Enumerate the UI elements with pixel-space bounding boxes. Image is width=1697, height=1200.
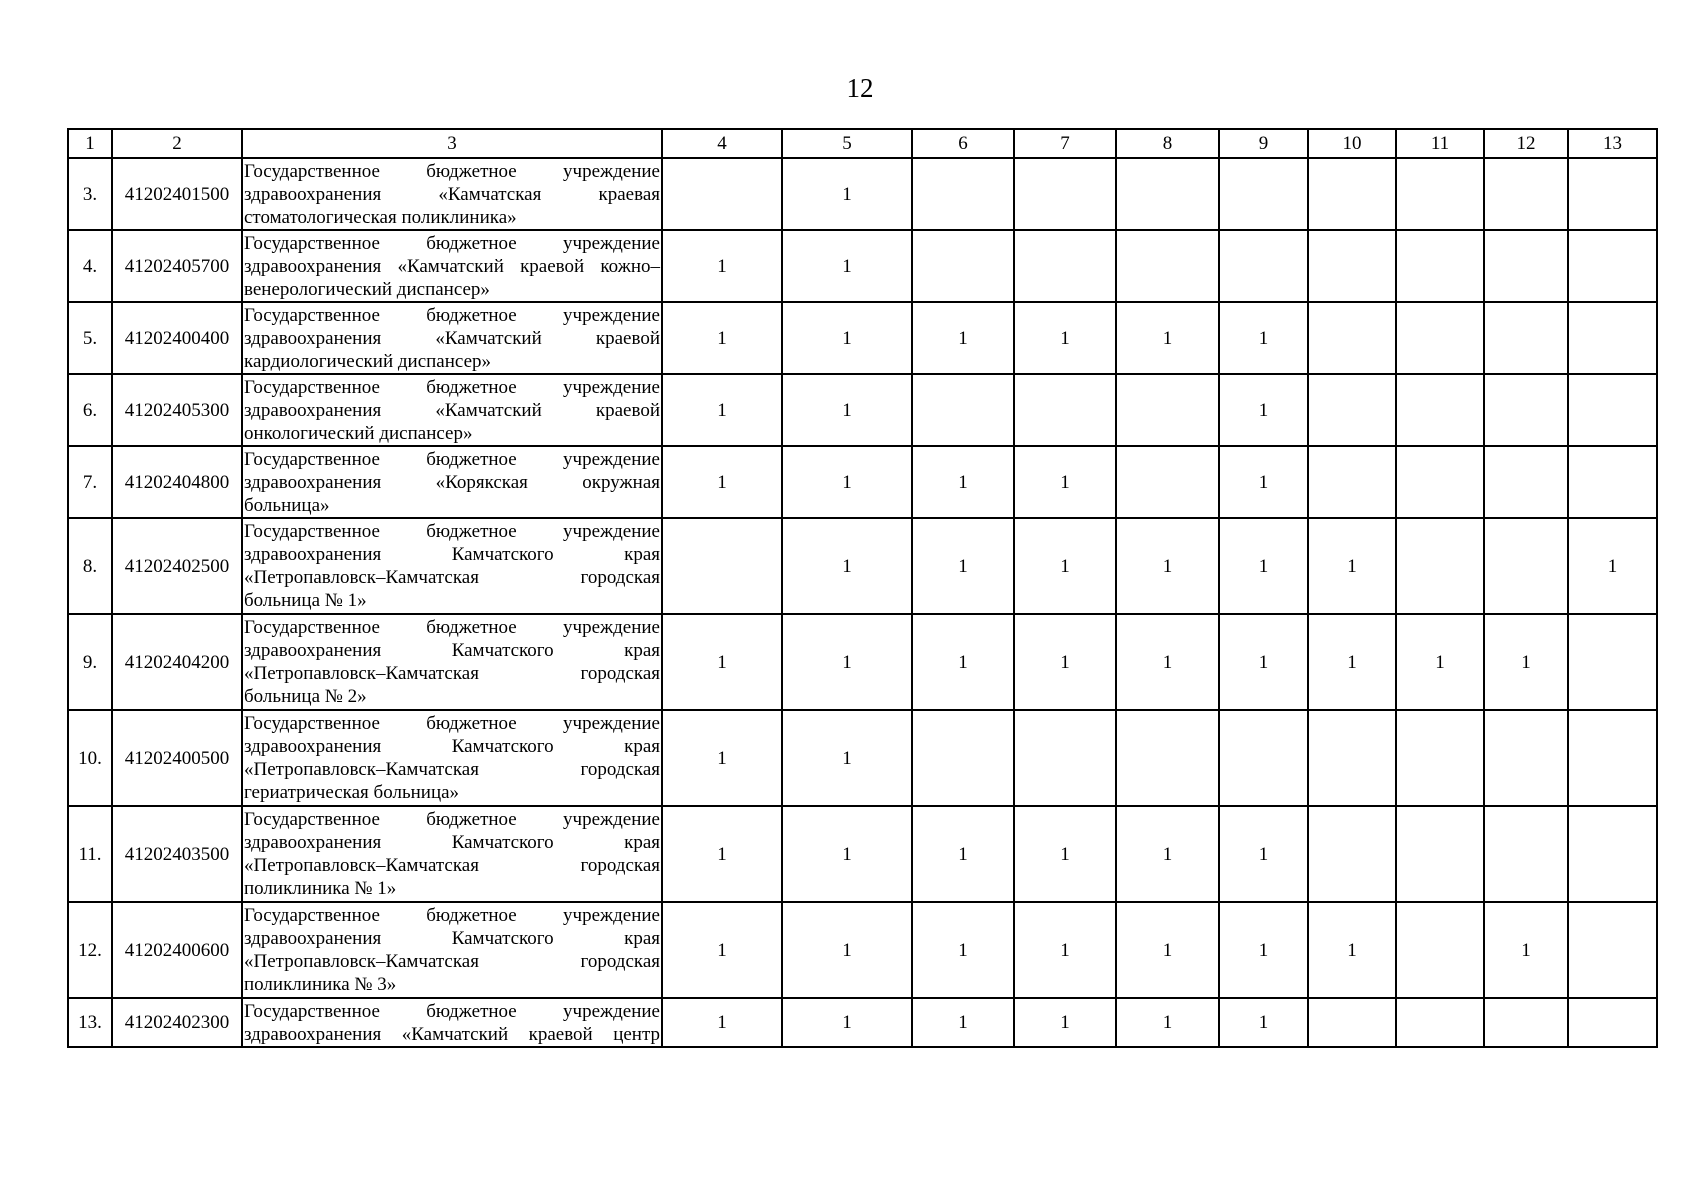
institution-name-line: Государственное бюджетное учреждение — [244, 905, 660, 926]
institution-name-line: больница № 2» — [244, 686, 367, 707]
institution-name-line: Государственное бюджетное учреждение — [244, 521, 660, 542]
row-number: 10. — [68, 710, 112, 806]
value-cell-col-5: 1 — [782, 518, 912, 614]
institution-name — [242, 710, 662, 806]
value-cell-col-9 — [1219, 710, 1308, 806]
institution-name — [242, 158, 662, 230]
value-cell-col-6: 1 — [912, 446, 1014, 518]
value-cell-col-11 — [1396, 806, 1484, 902]
value-cell-col-5: 1 — [782, 230, 912, 302]
institution-name-line: поликлиника № 1» — [244, 878, 397, 899]
value-cell-col-4: 1 — [662, 446, 782, 518]
institution-name-line: «Петропавловск–Камчатская городская — [244, 759, 660, 780]
institution-name-line: здравоохранения «Корякская окружная — [244, 471, 660, 493]
institution-name-line: «Петропавловск–Камчатская городская — [244, 663, 660, 684]
value-cell-col-7: 1 — [1014, 902, 1116, 998]
row-number: 6. — [68, 374, 112, 446]
value-cell-col-6 — [912, 158, 1014, 230]
header-cell-5: 5 — [782, 129, 912, 158]
value-cell-col-5: 1 — [782, 446, 912, 518]
value-cell-col-11 — [1396, 998, 1484, 1047]
institution-code: 41202400600 — [112, 902, 242, 998]
value-cell-col-8: 1 — [1116, 998, 1219, 1047]
institution-name-line: Государственное бюджетное учреждение — [244, 376, 660, 398]
institutions-table — [67, 128, 1658, 1048]
institution-name-line: здравоохранения Камчатского края — [244, 640, 660, 661]
value-cell-col-9: 1 — [1219, 374, 1308, 446]
institution-name-line: здравоохранения «Камчатский краевой кожно– — [244, 255, 660, 277]
value-cell-col-7: 1 — [1014, 302, 1116, 374]
row-number: 7. — [68, 446, 112, 518]
value-cell-col-13: 1 — [1568, 518, 1657, 614]
value-cell-col-11 — [1396, 230, 1484, 302]
value-cell-col-12 — [1484, 518, 1568, 614]
table-row — [68, 302, 1657, 374]
institution-name-line: венерологический диспансер» — [244, 278, 490, 300]
table-body — [68, 129, 1657, 1047]
value-cell-col-9: 1 — [1219, 998, 1308, 1047]
header-cell-12: 12 — [1484, 129, 1568, 158]
institution-code: 41202403500 — [112, 806, 242, 902]
institution-code: 41202405300 — [112, 374, 242, 446]
value-cell-col-8 — [1116, 374, 1219, 446]
value-cell-col-10: 1 — [1308, 614, 1396, 710]
value-cell-col-6 — [912, 374, 1014, 446]
value-cell-col-7: 1 — [1014, 806, 1116, 902]
value-cell-col-11 — [1396, 902, 1484, 998]
value-cell-col-5: 1 — [782, 710, 912, 806]
value-cell-col-10 — [1308, 158, 1396, 230]
value-cell-col-9: 1 — [1219, 614, 1308, 710]
institution-name-line: здравоохранения Камчатского края — [244, 544, 660, 565]
institution-name-line: Государственное бюджетное учреждение — [244, 809, 660, 830]
institution-code: 41202400400 — [112, 302, 242, 374]
value-cell-col-10 — [1308, 806, 1396, 902]
value-cell-col-8: 1 — [1116, 806, 1219, 902]
value-cell-col-6: 1 — [912, 518, 1014, 614]
institution-name — [242, 374, 662, 446]
value-cell-col-8: 1 — [1116, 614, 1219, 710]
value-cell-col-4: 1 — [662, 998, 782, 1047]
value-cell-col-12 — [1484, 230, 1568, 302]
table-row — [68, 518, 1657, 614]
header-cell-1: 1 — [68, 129, 112, 158]
header-cell-8: 8 — [1116, 129, 1219, 158]
value-cell-col-5: 1 — [782, 806, 912, 902]
value-cell-col-12 — [1484, 998, 1568, 1047]
value-cell-col-6: 1 — [912, 998, 1014, 1047]
institution-name-line: онкологический диспансер» — [244, 422, 473, 444]
header-cell-9: 9 — [1219, 129, 1308, 158]
table-row — [68, 614, 1657, 710]
institution-name — [242, 998, 662, 1047]
value-cell-col-9: 1 — [1219, 806, 1308, 902]
value-cell-col-7: 1 — [1014, 998, 1116, 1047]
value-cell-col-8 — [1116, 230, 1219, 302]
value-cell-col-7 — [1014, 710, 1116, 806]
institution-name-line: здравоохранения «Камчатский краевой — [244, 327, 660, 349]
value-cell-col-4 — [662, 158, 782, 230]
value-cell-col-5: 1 — [782, 902, 912, 998]
value-cell-col-13 — [1568, 902, 1657, 998]
institution-name-line: кардиологический диспансер» — [244, 350, 491, 372]
institution-name-line: поликлиника № 3» — [244, 974, 397, 995]
institution-name-line: больница» — [244, 494, 330, 516]
value-cell-col-10 — [1308, 710, 1396, 806]
institution-name-line: здравоохранения Камчатского края — [244, 928, 660, 949]
institution-name-line: стоматологическая поликлиника» — [244, 206, 517, 228]
value-cell-col-11 — [1396, 518, 1484, 614]
row-number: 11. — [68, 806, 112, 902]
institution-name-line: здравоохранения «Камчатский краевой — [244, 399, 660, 421]
institution-code: 41202401500 — [112, 158, 242, 230]
institution-code: 41202404800 — [112, 446, 242, 518]
value-cell-col-5: 1 — [782, 614, 912, 710]
value-cell-col-10: 1 — [1308, 518, 1396, 614]
row-number: 13. — [68, 998, 112, 1047]
value-cell-col-6 — [912, 710, 1014, 806]
value-cell-col-12 — [1484, 302, 1568, 374]
institution-name-line: Государственное бюджетное учреждение — [244, 1000, 660, 1022]
value-cell-col-6: 1 — [912, 806, 1014, 902]
institution-name — [242, 302, 662, 374]
value-cell-col-11 — [1396, 158, 1484, 230]
value-cell-col-12: 1 — [1484, 902, 1568, 998]
value-cell-col-10 — [1308, 998, 1396, 1047]
value-cell-col-4: 1 — [662, 806, 782, 902]
value-cell-col-5: 1 — [782, 158, 912, 230]
value-cell-col-9: 1 — [1219, 902, 1308, 998]
value-cell-col-11 — [1396, 446, 1484, 518]
header-row — [68, 129, 1657, 158]
institution-name-line: Государственное бюджетное учреждение — [244, 304, 660, 326]
value-cell-col-12 — [1484, 806, 1568, 902]
value-cell-col-12 — [1484, 158, 1568, 230]
institution-name-line: здравоохранения Камчатского края — [244, 832, 660, 853]
value-cell-col-12: 1 — [1484, 614, 1568, 710]
institution-name-line: здравоохранения «Камчатская краевая — [244, 183, 660, 205]
value-cell-col-7 — [1014, 374, 1116, 446]
table-row — [68, 158, 1657, 230]
value-cell-col-13 — [1568, 710, 1657, 806]
value-cell-col-10 — [1308, 374, 1396, 446]
row-number: 3. — [68, 158, 112, 230]
value-cell-col-11 — [1396, 374, 1484, 446]
value-cell-col-13 — [1568, 158, 1657, 230]
institution-name-line: Государственное бюджетное учреждение — [244, 160, 660, 182]
value-cell-col-4: 1 — [662, 302, 782, 374]
header-cell-2: 2 — [112, 129, 242, 158]
institution-code: 41202402500 — [112, 518, 242, 614]
value-cell-col-9 — [1219, 158, 1308, 230]
value-cell-col-10 — [1308, 302, 1396, 374]
value-cell-col-12 — [1484, 374, 1568, 446]
table-row — [68, 998, 1657, 1047]
value-cell-col-12 — [1484, 446, 1568, 518]
value-cell-col-4: 1 — [662, 614, 782, 710]
value-cell-col-7: 1 — [1014, 446, 1116, 518]
value-cell-col-8: 1 — [1116, 518, 1219, 614]
value-cell-col-8 — [1116, 710, 1219, 806]
institution-name-line: Государственное бюджетное учреждение — [244, 232, 660, 254]
value-cell-col-13 — [1568, 302, 1657, 374]
value-cell-col-7: 1 — [1014, 614, 1116, 710]
value-cell-col-13 — [1568, 614, 1657, 710]
page-number: 12 — [846, 73, 874, 103]
value-cell-col-8 — [1116, 446, 1219, 518]
value-cell-col-6: 1 — [912, 902, 1014, 998]
table-row — [68, 902, 1657, 998]
table-row — [68, 230, 1657, 302]
header-cell-7: 7 — [1014, 129, 1116, 158]
value-cell-col-10 — [1308, 446, 1396, 518]
institution-name — [242, 614, 662, 710]
header-cell-4: 4 — [662, 129, 782, 158]
institution-code: 41202402300 — [112, 998, 242, 1047]
value-cell-col-9: 1 — [1219, 518, 1308, 614]
institution-name-line: больница № 1» — [244, 590, 367, 611]
value-cell-col-4: 1 — [662, 710, 782, 806]
header-cell-6: 6 — [912, 129, 1014, 158]
table-row — [68, 710, 1657, 806]
header-cell-3: 3 — [242, 129, 662, 158]
value-cell-col-9: 1 — [1219, 302, 1308, 374]
value-cell-col-6: 1 — [912, 614, 1014, 710]
institution-name — [242, 518, 662, 614]
institution-name-line: Государственное бюджетное учреждение — [244, 617, 660, 638]
value-cell-col-13 — [1568, 446, 1657, 518]
value-cell-col-13 — [1568, 806, 1657, 902]
value-cell-col-6: 1 — [912, 302, 1014, 374]
value-cell-col-9: 1 — [1219, 446, 1308, 518]
institution-name-line: Государственное бюджетное учреждение — [244, 448, 660, 470]
value-cell-col-13 — [1568, 374, 1657, 446]
value-cell-col-4: 1 — [662, 902, 782, 998]
institution-name — [242, 806, 662, 902]
value-cell-col-4: 1 — [662, 374, 782, 446]
value-cell-col-5: 1 — [782, 302, 912, 374]
table-row — [68, 446, 1657, 518]
value-cell-col-11: 1 — [1396, 614, 1484, 710]
institution-name-line: «Петропавловск–Камчатская городская — [244, 951, 660, 972]
header-cell-13: 13 — [1568, 129, 1657, 158]
row-number: 12. — [68, 902, 112, 998]
row-number: 9. — [68, 614, 112, 710]
row-number: 8. — [68, 518, 112, 614]
value-cell-col-5: 1 — [782, 374, 912, 446]
value-cell-col-7 — [1014, 230, 1116, 302]
value-cell-col-4 — [662, 518, 782, 614]
institution-name — [242, 230, 662, 302]
institution-code: 41202400500 — [112, 710, 242, 806]
header-cell-11: 11 — [1396, 129, 1484, 158]
value-cell-col-11 — [1396, 302, 1484, 374]
value-cell-col-8 — [1116, 158, 1219, 230]
value-cell-col-13 — [1568, 230, 1657, 302]
value-cell-col-5: 1 — [782, 998, 912, 1047]
institution-name-line: здравоохранения Камчатского края — [244, 736, 660, 757]
value-cell-col-9 — [1219, 230, 1308, 302]
value-cell-col-7: 1 — [1014, 518, 1116, 614]
value-cell-col-8: 1 — [1116, 302, 1219, 374]
value-cell-col-10 — [1308, 230, 1396, 302]
institution-code: 41202404200 — [112, 614, 242, 710]
row-number: 5. — [68, 302, 112, 374]
header-cell-10: 10 — [1308, 129, 1396, 158]
institution-code: 41202405700 — [112, 230, 242, 302]
table-row — [68, 806, 1657, 902]
value-cell-col-13 — [1568, 998, 1657, 1047]
institution-name-line: гериатрическая больница» — [244, 782, 460, 803]
value-cell-col-10: 1 — [1308, 902, 1396, 998]
table-row — [68, 374, 1657, 446]
row-number: 4. — [68, 230, 112, 302]
institution-name-line: Государственное бюджетное учреждение — [244, 713, 660, 734]
institution-name — [242, 902, 662, 998]
value-cell-col-7 — [1014, 158, 1116, 230]
value-cell-col-6 — [912, 230, 1014, 302]
institution-name — [242, 446, 662, 518]
institution-name-line: «Петропавловск–Камчатская городская — [244, 567, 660, 588]
institution-name-line: «Петропавловск–Камчатская городская — [244, 855, 660, 876]
value-cell-col-8: 1 — [1116, 902, 1219, 998]
value-cell-col-12 — [1484, 710, 1568, 806]
institution-name-line: здравоохранения «Камчатский краевой центр — [244, 1023, 660, 1045]
value-cell-col-11 — [1396, 710, 1484, 806]
value-cell-col-4: 1 — [662, 230, 782, 302]
